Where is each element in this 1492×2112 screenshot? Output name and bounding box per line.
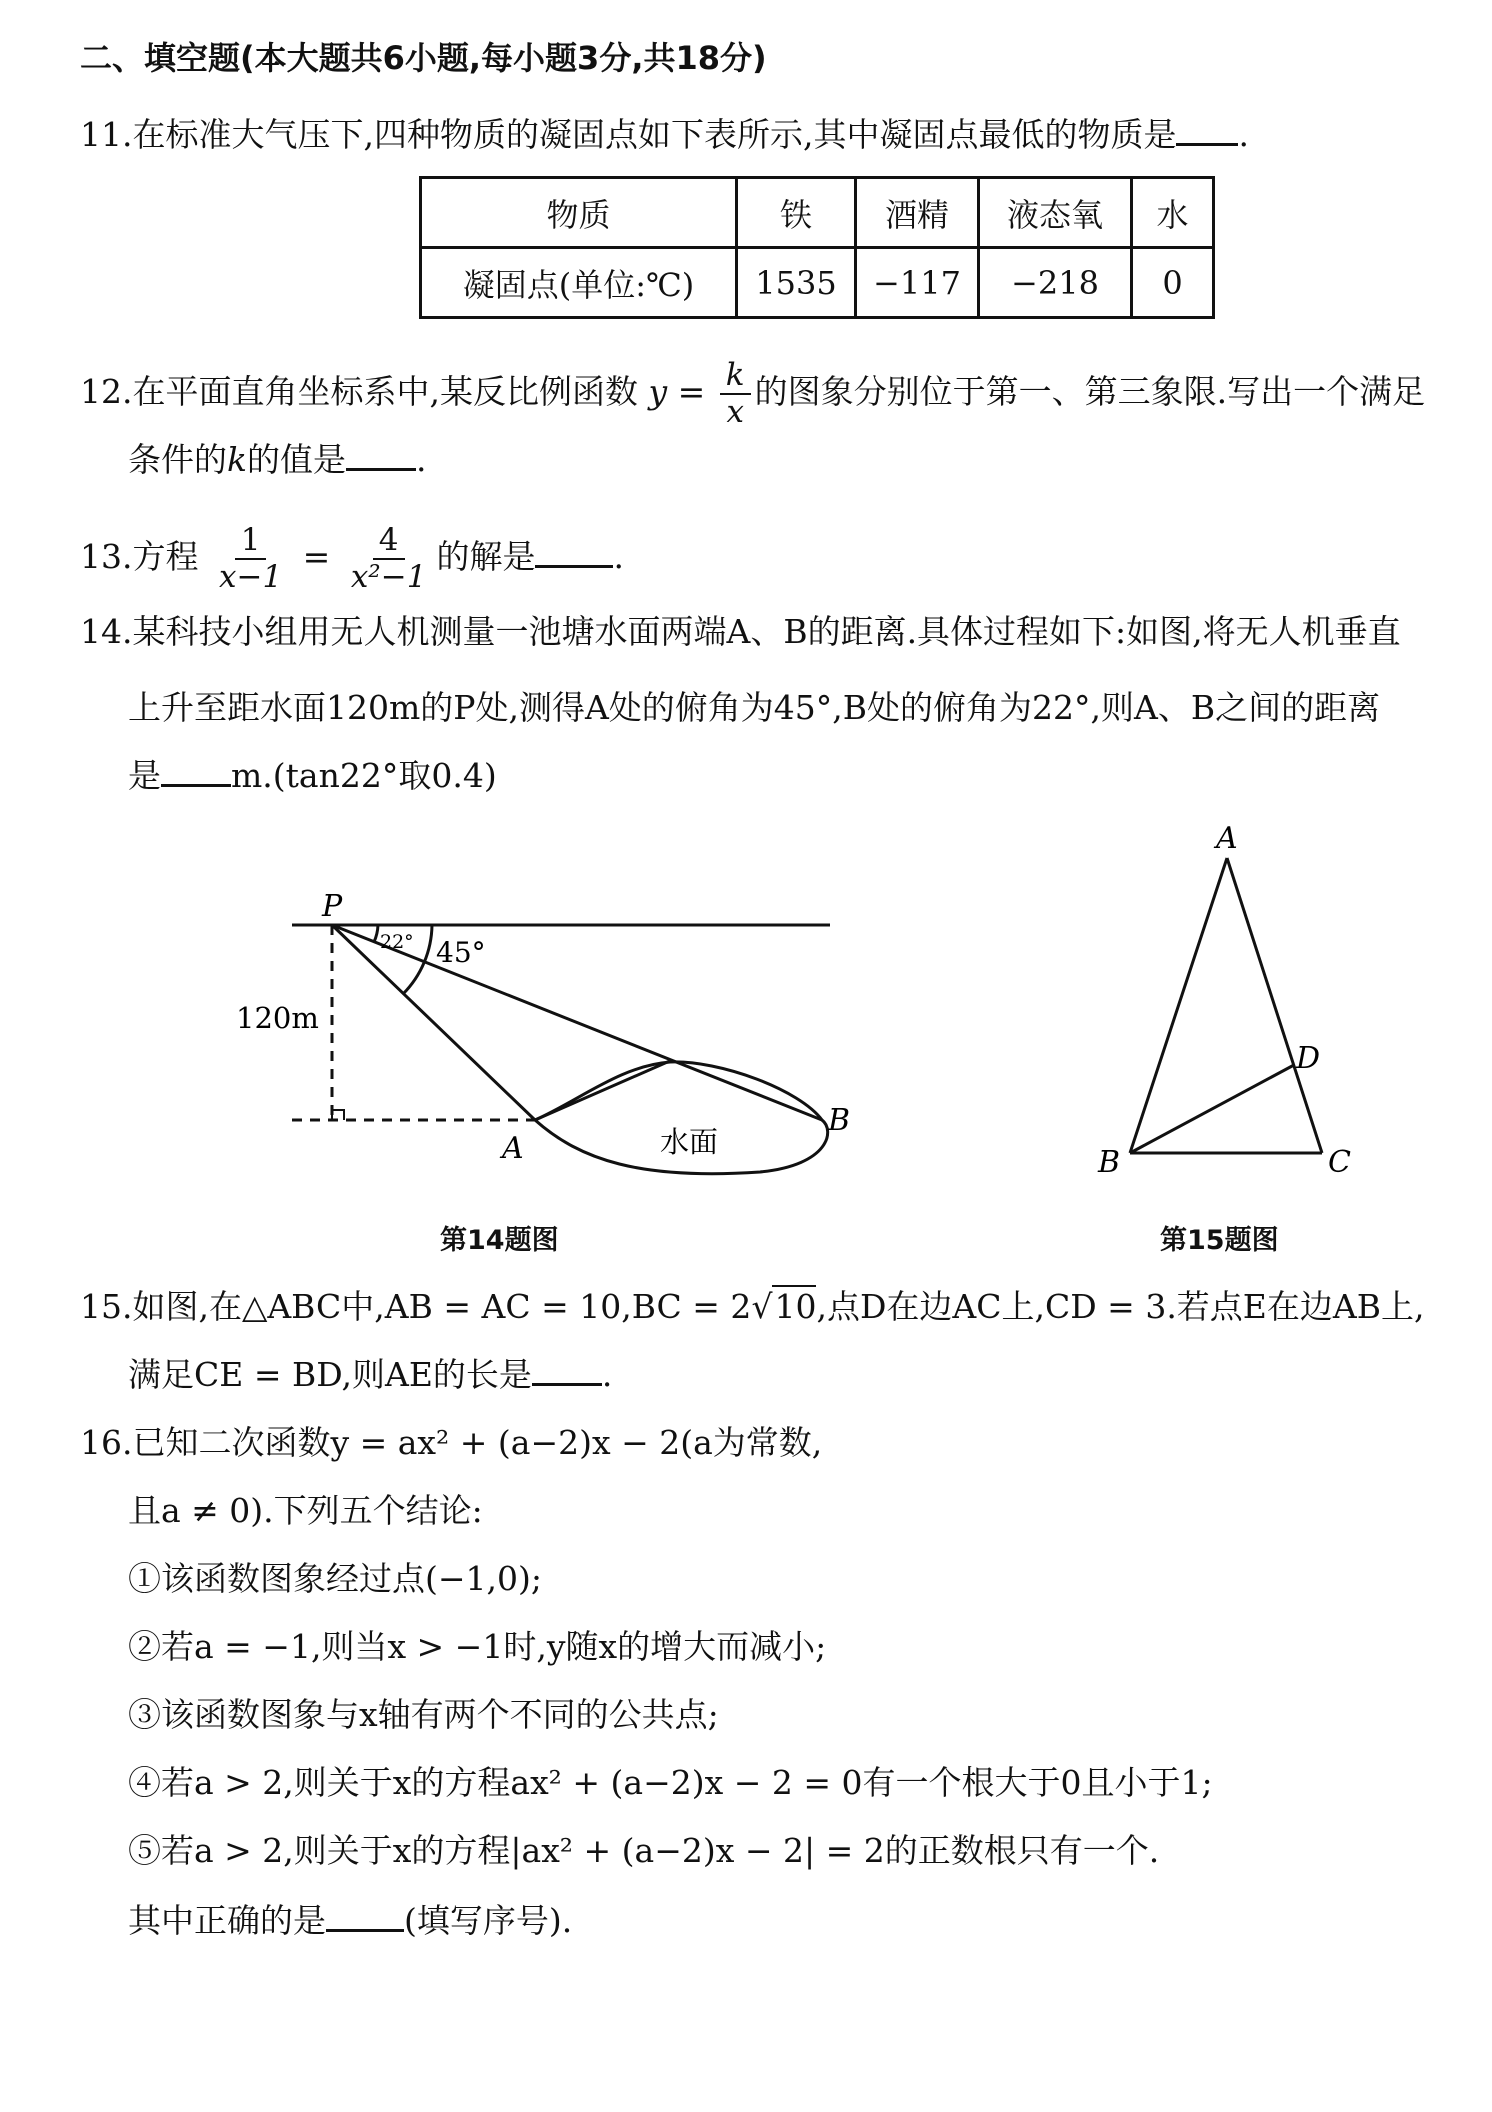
statement-5: ⑤若a > 2,则关于x的方程|ax² + (a−2)x − 2| = 2的正数根只有一个. bbox=[128, 1831, 1160, 1870]
statement-4: ④若a > 2,则关于x的方程ax² + (a−2)x − 2 = 0有一个根大于0且小于1; bbox=[128, 1763, 1213, 1802]
table-header-cell: 酒精 bbox=[856, 178, 979, 248]
question-text: 满足CE = BD,则AE的长是 bbox=[128, 1355, 532, 1394]
punctuation: . bbox=[601, 1355, 613, 1394]
sqrt-radicand: 10 bbox=[774, 1287, 817, 1326]
sight-line-to-b bbox=[332, 925, 822, 1120]
punctuation: . bbox=[416, 440, 427, 479]
point-label-b: B bbox=[828, 1103, 851, 1138]
point-label-b: B bbox=[1098, 1145, 1121, 1180]
question-text: (填写序号). bbox=[404, 1901, 573, 1940]
point-label-a: A bbox=[1216, 821, 1238, 856]
question-14-line2: 上升至距水面120m的P处,测得A处的俯角为45°,B处的俯角为22°,则A、B之间的距离 bbox=[128, 688, 1381, 727]
fraction-denominator: x bbox=[726, 394, 744, 430]
question-number: 12. bbox=[80, 372, 133, 411]
question-number: 15. bbox=[80, 1287, 133, 1326]
question-16 bbox=[80, 1423, 822, 1463]
punctuation: . bbox=[1238, 115, 1249, 154]
table-cell: 凝固点(单位:℃) bbox=[421, 248, 737, 318]
question-text: 条件的 bbox=[128, 440, 227, 479]
question-text: ,点D在边AC上,CD = 3.若点E在边AB上, bbox=[816, 1287, 1425, 1326]
question-text: 方程 bbox=[132, 537, 199, 576]
table-cell: 1535 bbox=[737, 248, 856, 318]
table-header-cell: 铁 bbox=[737, 178, 856, 248]
fraction-numerator: 4 bbox=[373, 525, 405, 560]
point-label-c: C bbox=[1328, 1145, 1351, 1180]
statement-1: ①该函数图象经过点(−1,0); bbox=[128, 1559, 542, 1598]
question-15-line2 bbox=[128, 1355, 612, 1395]
fraction-numerator: 1 bbox=[235, 525, 267, 560]
section-title: 二、填空题(本大题共6小题,每小题3分,共18分) bbox=[80, 39, 767, 77]
fraction-denominator: x²−1 bbox=[350, 559, 427, 595]
question-text: 的值是 bbox=[247, 440, 346, 479]
question-text: 如图,在△ABC中,AB = AC = 10,BC = 2 bbox=[132, 1287, 752, 1326]
question-number: 13. bbox=[80, 537, 133, 576]
table-cell: 0 bbox=[1132, 248, 1214, 318]
table-header-cell: 液态氧 bbox=[979, 178, 1132, 248]
angle-label-22: 22° bbox=[380, 931, 414, 953]
height-label: 120m bbox=[236, 1001, 319, 1035]
figure-14-caption: 第14题图 bbox=[440, 1225, 559, 1256]
punctuation: . bbox=[613, 537, 624, 576]
angle-arc-22 bbox=[374, 925, 378, 942]
table-cell: −218 bbox=[979, 248, 1132, 318]
question-text: 的图象分别位于第一、第三象限.写出一个满足 bbox=[754, 372, 1426, 411]
question-16-answer-line bbox=[128, 1901, 572, 1941]
function-lhs: y = bbox=[648, 372, 706, 411]
pond-chord bbox=[535, 1060, 672, 1120]
question-text: 已知二次函数y = ax² + (a−2)x − 2(a为常数, bbox=[132, 1423, 823, 1462]
sight-line-to-a bbox=[332, 925, 535, 1120]
side-ac bbox=[1227, 858, 1322, 1153]
sqrt-sign: √ bbox=[751, 1287, 773, 1326]
question-number: 16. bbox=[80, 1423, 133, 1462]
question-text: 某科技小组用无人机测量一池塘水面两端A、B的距离.具体过程如下:如图,将无人机垂直 bbox=[132, 612, 1401, 651]
table-header-cell: 水 bbox=[1132, 178, 1214, 248]
question-15 bbox=[80, 1287, 1424, 1327]
question-16-line2: 且a ≠ 0).下列五个结论: bbox=[128, 1491, 483, 1530]
point-label-a: A bbox=[502, 1131, 524, 1166]
variable-k: k bbox=[227, 440, 247, 479]
question-text: 在标准大气压下,四种物质的凝固点如下表所示,其中凝固点最低的物质是 bbox=[132, 115, 1177, 154]
statement-2: ②若a = −1,则当x > −1时,y随x的增大而减小; bbox=[128, 1627, 827, 1666]
water-label: 水面 bbox=[660, 1125, 719, 1159]
question-number: 11. bbox=[80, 115, 133, 154]
question-text: 的解是 bbox=[436, 537, 536, 576]
answer-blank[interactable] bbox=[532, 1357, 602, 1386]
answer-blank[interactable] bbox=[326, 1903, 404, 1932]
figure-15-caption: 第15题图 bbox=[1160, 1225, 1279, 1256]
fraction-numerator: k bbox=[720, 360, 751, 395]
question-number: 14. bbox=[80, 612, 133, 651]
statement-3: ③该函数图象与x轴有两个不同的公共点; bbox=[128, 1695, 719, 1734]
question-text: 其中正确的是 bbox=[128, 1901, 326, 1940]
equals-sign: = bbox=[302, 537, 331, 576]
table-cell: −117 bbox=[856, 248, 979, 318]
fraction-denominator: x−1 bbox=[218, 559, 283, 595]
angle-label-45: 45° bbox=[436, 936, 486, 969]
question-text: m.(tan22°取0.4) bbox=[231, 756, 497, 795]
question-text: 是 bbox=[128, 756, 161, 795]
table-header-cell: 物质 bbox=[421, 178, 737, 248]
question-text: 在平面直角坐标系中,某反比例函数 bbox=[132, 372, 638, 411]
point-label-d: D bbox=[1296, 1041, 1321, 1076]
point-label-p: P bbox=[322, 889, 343, 924]
